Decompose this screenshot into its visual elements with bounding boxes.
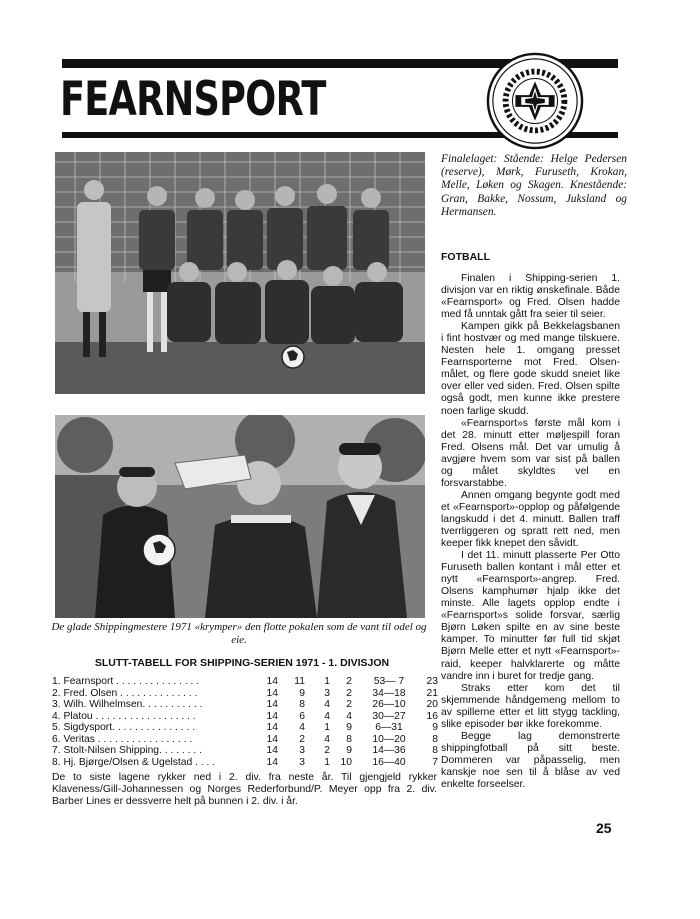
played: 14	[266, 676, 278, 687]
lost: 2	[346, 687, 352, 699]
drawn: 4	[324, 699, 330, 710]
lost: 2	[346, 676, 352, 687]
standings-table	[52, 676, 437, 768]
lost: 8	[346, 733, 352, 745]
played: 14	[266, 722, 278, 733]
won: 4	[299, 722, 305, 733]
table-row	[52, 745, 437, 757]
won: 9	[299, 687, 305, 699]
points: 23	[426, 676, 438, 687]
lost: 2	[346, 699, 352, 710]
team-name: 4. Platou . . . . . . . . . . . . . . . . . .	[52, 710, 196, 722]
table-row	[52, 722, 437, 734]
lost: 4	[346, 710, 352, 722]
section-label: FOTBALL	[441, 251, 490, 263]
table-row	[52, 699, 437, 711]
won: 3	[299, 756, 305, 768]
played: 14	[266, 756, 278, 768]
goals: 34—18	[372, 687, 406, 699]
celebration-photo	[55, 415, 425, 618]
won: 8	[299, 699, 305, 710]
standings-title: SLUTT-TABELL FOR SHIPPING-SERIEN 1971 - 1. DIVISJON	[94, 657, 390, 669]
article-paragraph: «Fearnsport»s første mål kom i det 28. minutt etter møljespill foran Fred. Olsens mål. Det var umulig å avgjøre hvem som var sist på ballen og målet skyldtes vel en forsvarstabbe.	[441, 417, 620, 489]
goals: 6—31	[375, 722, 403, 733]
team-photo-caption: Finalelaget: Stående: Helge Pedersen (reserve), Mørk, Furuseth, Krokan, Melle, Løken og Skagen. Knestående: Gran, Bakke, Nossum, Juksland og Hermansen.	[441, 153, 627, 218]
drawn: 4	[324, 733, 330, 745]
won: 3	[299, 745, 305, 756]
article-paragraph: Kampen gikk på Bekkelagsbanen i fint hostvær og med mange tilskuere. Nesten hele 1. omgang presset Fearnsporterne mot Fred. Olsen-målet, og flere gode skudd sneiet like over eller ved siden. Fred. Olsen spilte også godt, men kunne ikke prestere noen farlige skudd.	[441, 321, 620, 417]
article-body	[441, 273, 620, 791]
team-name: 8. Hj. Bjørge/Olsen & Ugelstad . . . .	[52, 756, 216, 768]
table-row	[52, 734, 437, 746]
played: 14	[266, 710, 278, 722]
team-photo	[55, 152, 425, 394]
lost: 9	[346, 722, 352, 733]
team-name: 7. Stolt-Nilsen Shipping. . . . . . . .	[52, 745, 202, 756]
lost: 9	[346, 745, 352, 756]
points: 9	[432, 722, 438, 733]
points: 8	[432, 745, 438, 756]
won: 6	[299, 710, 305, 722]
goals: 53— 7	[373, 676, 405, 687]
lost: 10	[340, 756, 352, 768]
played: 14	[266, 699, 278, 710]
played: 14	[266, 733, 278, 745]
drawn: 4	[324, 710, 330, 722]
team-name: 2. Fred. Olsen . . . . . . . . . . . . . .	[52, 687, 198, 699]
table-row	[52, 757, 437, 769]
drawn: 2	[324, 745, 330, 756]
drawn: 1	[324, 676, 330, 687]
celebration-photo-caption: De glade Shippingmestere 1971 «krymper» den flotte pokalen som de vant til odel og eie.	[51, 621, 427, 646]
points: 16	[426, 710, 438, 722]
club-emblem-icon	[486, 52, 584, 150]
team-name: 6. Veritas . . . . . . . . . . . . . . . . .	[52, 733, 193, 745]
points: 21	[426, 687, 438, 699]
played: 14	[266, 745, 278, 756]
won: 11	[294, 676, 305, 687]
table-row	[52, 676, 437, 688]
article-paragraph: Finalen i Shipping-serien 1. divisjon var en riktig ønskefinale. Både «Fearnsport» og Fred. Olsen hadde med få unntak gått fra seier til seier.	[441, 273, 620, 321]
drawn: 1	[324, 722, 330, 733]
goals: 10—20	[372, 733, 406, 745]
masthead-title: FEARNSPORT	[60, 72, 326, 127]
drawn: 3	[324, 687, 330, 699]
standings-footnote: De to siste lagene rykker ned i 2. div. fra neste år. Til gjengjeld rykker Klaveness/Gill-Johannessen og Norges Rederforbund/P. Meyer opp fra 2. div. Barber Lines er dessverre helt på bunnen i 2. div. i år.	[52, 772, 437, 808]
table-row	[52, 711, 437, 723]
played: 14	[266, 687, 278, 699]
article-paragraph: Straks etter kom det til skjemmende håndgemeng mellom to av spillerne etter et litt stygg tackling, slike episoder bør ikke forekomme.	[441, 682, 620, 730]
article-paragraph: Begge lag demonstrerte shippingfotball på sitt beste. Dommeren var påpasselig, men kanskje noe sen til å blåse av ved enkelte forseelser.	[441, 730, 620, 790]
team-name: 5. Sigdysport. . . . . . . . . . . . . . .	[52, 722, 196, 733]
page-number: 25	[596, 820, 612, 836]
points: 7	[432, 756, 438, 768]
points: 8	[432, 733, 438, 745]
team-name: 1. Fearnsport . . . . . . . . . . . . . . .	[52, 676, 200, 687]
goals: 16—40	[372, 756, 406, 768]
goals: 26—10	[372, 699, 406, 710]
team-name: 3. Wilh. Wilhelmsen. . . . . . . . . . .	[52, 699, 203, 710]
table-row	[52, 688, 437, 700]
goals: 30—27	[372, 710, 406, 722]
drawn: 1	[324, 756, 330, 768]
article-paragraph: Annen omgang begynte godt med et «Fearnsport»-opplop og påfølgende langskudd i det 4. minutt. Ballen traff tverrliggeren og spratt rett ned, men keeper fikk knepet den såvidt.	[441, 489, 620, 550]
won: 2	[299, 733, 305, 745]
goals: 14—36	[372, 745, 406, 756]
points: 20	[426, 699, 438, 710]
article-paragraph: I det 11. minutt plasserte Per Otto Furuseth ballen kontant i mål etter et nytt «Fearnsport»-angrep. Fred. Olsens kamphumør hjalp ikke det minste. Alle lagets opplop endte i «Fearnsport»s solide forsvar, særlig Bjørn Løken spilte en av sine beste kamper. To minutter før full tid skjøt Bjørn Melle etter et nytt «Fearnsport»-raid, keeper halvklarerte og måtte vandre inn i buret for tredje gang.	[441, 550, 620, 682]
